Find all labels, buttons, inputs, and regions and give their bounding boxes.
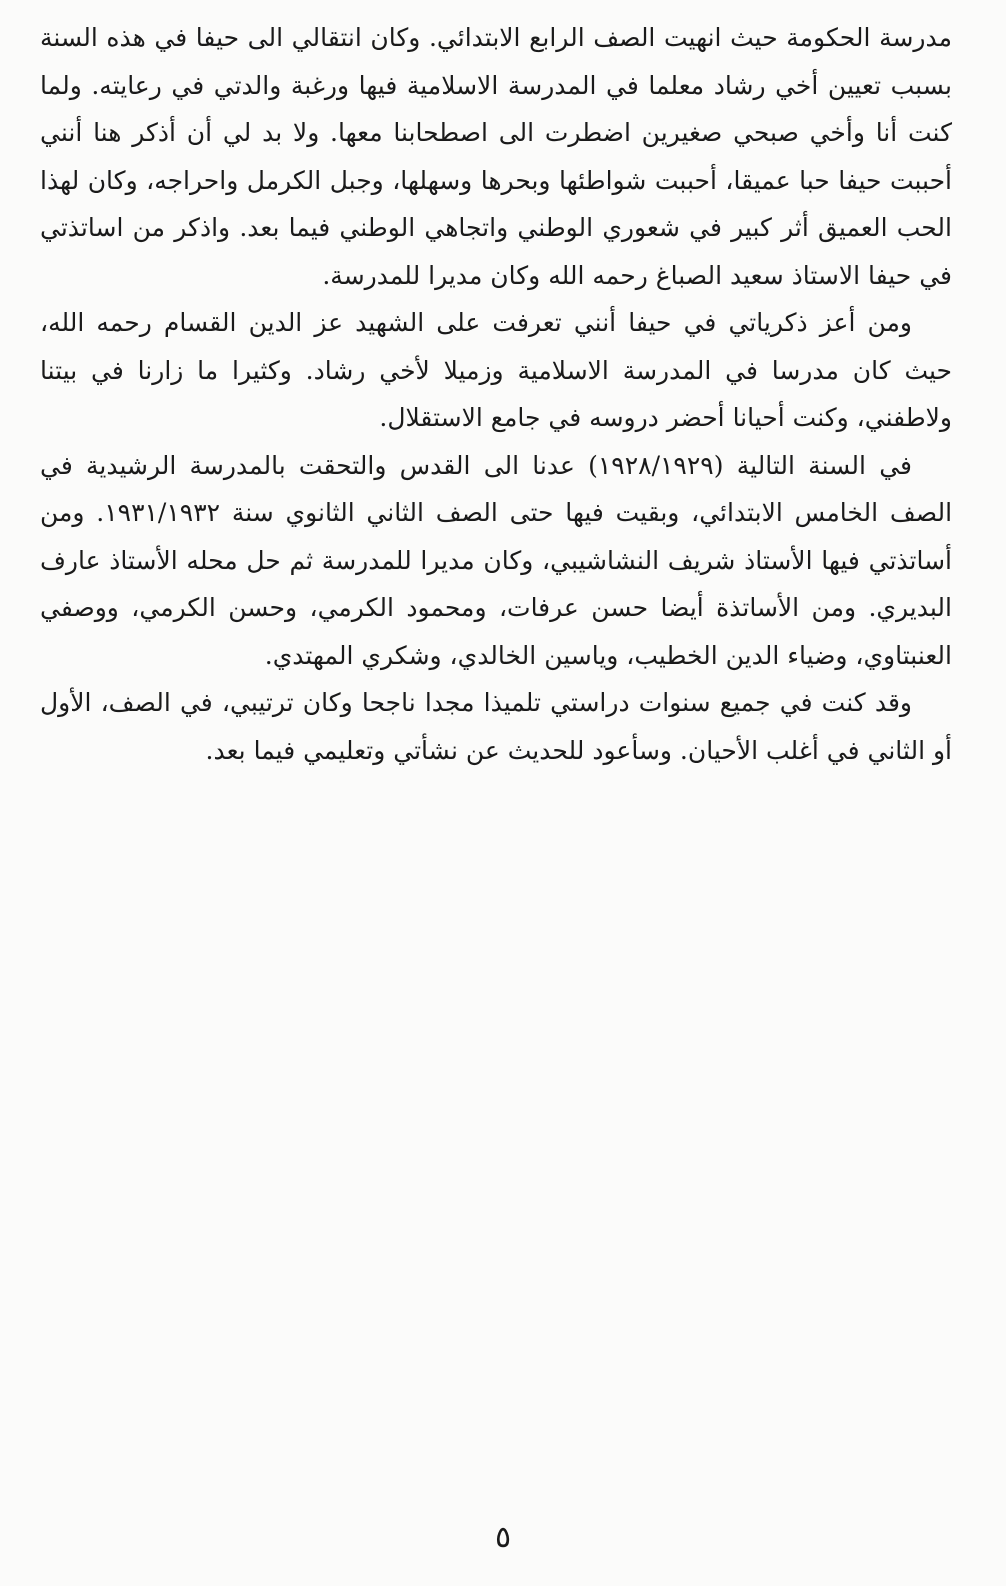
paragraph-1: مدرسة الحكومة حيث انهيت الصف الرابع الابتدائي. وكان انتقالي الى حيفا في هذه السنة بسبب تعيين أخي رشاد معلما في المدرسة الاسلامية فيها ورغبة والدتي في رعايته. ولما كنت أنا وأخي صبحي صغيرين اضطرت الى اصطحابنا معها. ولا بد لي أن أذكر هنا أنني أحببت حيفا حبا عميقا، أحببت شواطئها وبحرها وسهلها، وجبل الكرمل واحراجه، وكان لهذا الحب العميق أثر كبير في شعوري الوطني واتجاهي الوطني فيما بعد. واذكر من اساتذتي في حيفا الاستاذ سعيد الصباغ رحمه الله وكان مديرا للمدرسة. <box>40 23 953 290</box>
paragraph-3: في السنة التالية (١٩٢٨/١٩٢٩) عدنا الى القدس والتحقت بالمدرسة الرشيدية في الصف الخامس الابتدائي، وبقيت فيها حتى الصف الثاني الثانوي سنة ١٩٣١/١٩٣٢. ومن أساتذتي فيها الأستاذ شريف النشاشيبي، وكان مديرا للمدرسة ثم حل محله الأستاذ عارف البديري. ومن الأساتذة أيضا حسن عرفات، ومحمود الكرمي، وحسن الكرمي، ووصفي العنبتاوي، وضياء الدين الخطيب، وياسين الخالدي، وشكري المهتدي. <box>40 450 953 670</box>
page-number: ٥ <box>494 1520 512 1555</box>
paragraph-2: ومن أعز ذكرياتي في حيفا أنني تعرفت على الشهيد عز الدين القسام رحمه الله، حيث كان مدرسا في المدرسة الاسلامية وزميلا لأخي رشاد. وكثيرا ما زارنا في بيتنا ولاطفني، وكنت أحيانا أحضر دروسه في جامع الاستقلال. <box>40 308 952 432</box>
body-text <box>40 14 952 774</box>
paragraph-4: وقد كنت في جميع سنوات دراستي تلميذا مجدا ناجحا وكان ترتيبي، في الصف، الأول أو الثاني في أغلب الأحيان. وسأعود للحديث عن نشأتي وتعليمي فيما بعد. <box>40 688 952 765</box>
